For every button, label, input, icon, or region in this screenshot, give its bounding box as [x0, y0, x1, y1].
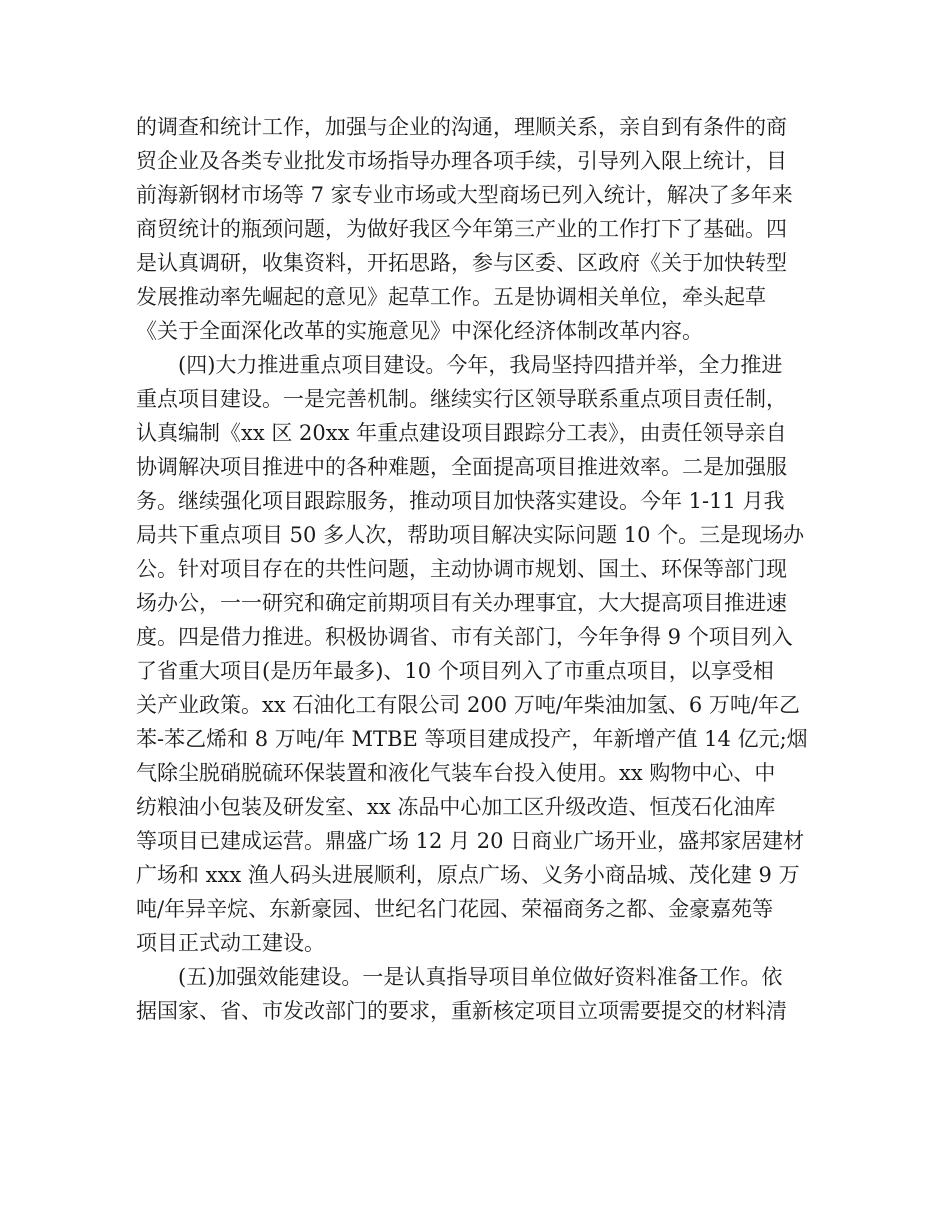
text-line: 据国家、省、市发改部门的要求，重新核定项目立项需要提交的材料清 — [136, 999, 787, 1023]
text-line: 关产业政策。xx 石油化工有限公司 200 万吨/年柴油加氢、6 万吨/年乙 — [136, 693, 800, 717]
document-body — [136, 110, 826, 1028]
text-line: 等项目已建成运营。鼎盛广场 12 月 20 日商业广场开业，盛邦家居建材 — [136, 829, 805, 853]
text-line: 贸企业及各类专业批发市场指导办理各项手续，引导列入限上统计，目 — [136, 149, 787, 173]
text-line: 局共下重点项目 50 多人次，帮助项目解决实际问题 10 个。三是现场办 — [136, 523, 805, 547]
text-line: 《关于全面深化改革的实施意见》中深化经济体制改革内容。 — [136, 319, 703, 343]
text-line: 场办公，一一研究和确定前期项目有关办理事宜，大大提高项目推进速 — [136, 591, 787, 615]
text-line: 重点项目建设。一是完善机制。继续实行区领导联系重点项目责任制， — [136, 387, 787, 411]
text-line: (四)大力推进重点项目建设。今年，我局坚持四措并举，全力推进 — [178, 353, 783, 377]
text-line: 公。针对项目存在的共性问题，主动协调市规划、国土、环保等部门现 — [136, 557, 787, 581]
paragraph — [136, 110, 826, 348]
text-line: 协调解决项目推进中的各种难题，全面提高项目推进效率。二是加强服 — [136, 455, 787, 479]
text-line: 气除尘脱硝脱硫环保装置和液化气装车台投入使用。xx 购物中心、中 — [136, 761, 776, 785]
text-line: 的调查和统计工作，加强与企业的沟通，理顺关系，亲自到有条件的商 — [136, 115, 787, 139]
text-line: 广场和 xxx 渔人码头进展顺利，原点广场、义务小商品城、茂化建 9 万 — [136, 863, 800, 887]
text-line: 是认真调研，收集资料，开拓思路，参与区委、区政府《关于加快转型 — [136, 251, 787, 275]
paragraph — [136, 348, 826, 960]
paragraph — [136, 960, 826, 1028]
text-line: 吨/年异辛烷、东新豪园、世纪名门花园、荣福商务之都、金豪嘉苑等 — [136, 897, 774, 921]
text-line: 苯-苯乙烯和 8 万吨/年 MTBE 等项目建成投产，年新增产值 14 亿元;烟 — [136, 727, 808, 751]
text-line: 务。继续强化项目跟踪服务，推动项目加快落实建设。今年 1-11 月我 — [136, 489, 785, 513]
text-line: 认真编制《xx 区 20xx 年重点建设项目跟踪分工表》，由责任领导亲自 — [136, 421, 787, 445]
text-line: 前海新钢材市场等 7 家专业市场或大型商场已列入统计，解决了多年来 — [136, 183, 793, 207]
text-line: 了省重大项目(是历年最多)、10 个项目列入了市重点项目，以享受相 — [136, 659, 774, 683]
text-line: 纺粮油小包装及研发室、xx 冻品中心加工区升级改造、恒茂石化油库 — [136, 795, 776, 819]
text-line: (五)加强效能建设。一是认真指导项目单位做好资料准备工作。依 — [178, 965, 783, 989]
text-line: 项目正式动工建设。 — [136, 931, 325, 955]
text-line: 发展推动率先崛起的意见》起草工作。五是协调相关单位，牵头起草 — [136, 285, 766, 309]
text-line: 商贸统计的瓶颈问题，为做好我区今年第三产业的工作打下了基础。四 — [136, 217, 787, 241]
text-line: 度。四是借力推进。积极协调省、市有关部门，今年争得 9 个项目列入 — [136, 625, 793, 649]
